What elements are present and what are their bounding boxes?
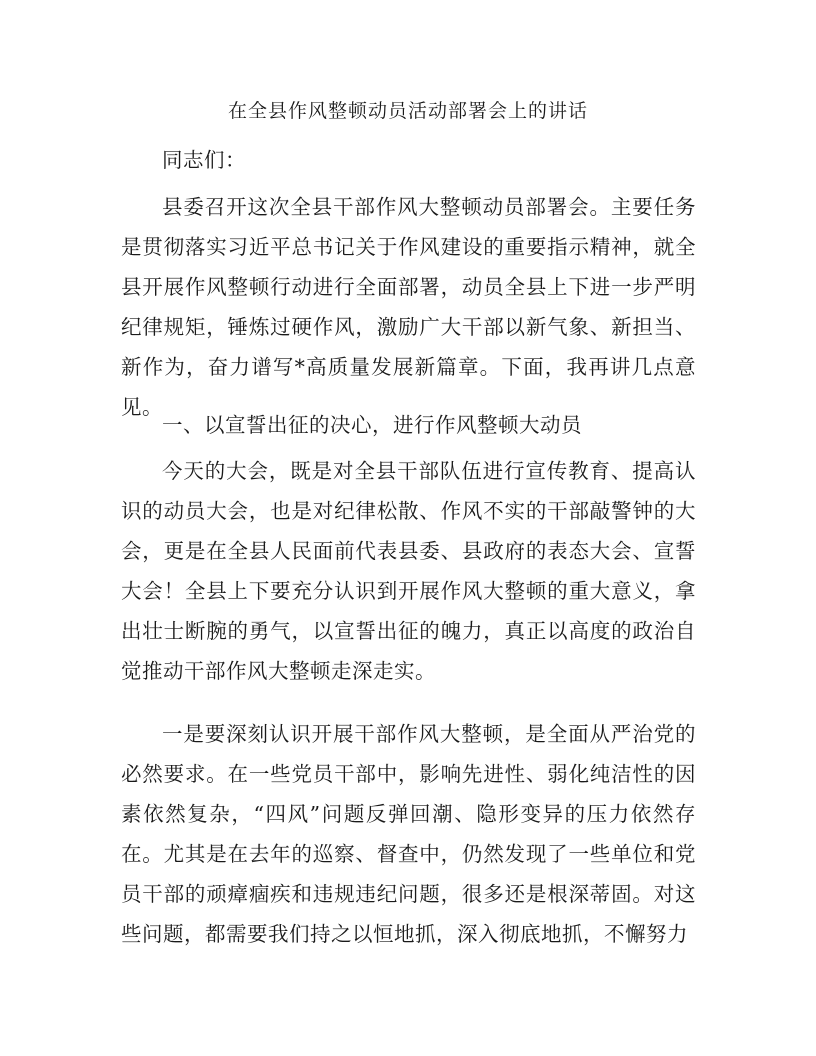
section-heading-1: 一、以宣誓出征的决心，进行作风整顿大动员 [162, 413, 582, 437]
greeting: 同志们： [162, 148, 246, 172]
paragraph-point-1: 一是要深刻认识开展干部作风大整顿，是全面从严治党的必然要求。在一些党员干部中，影响先进性、弱化纯洁性的因素依然复杂，“四风”问题反弹回潮、隐形变异的压力依然存在。尤其是在去年的巡察、督查中，仍然发现了一些单位和党员干部的顽瘴痼疾和违规违纪问题，很多还是根深蒂固。对这些问题，都需要我们持之以恒地抓，深入彻底地抓，不懈努力 [121, 722, 696, 946]
paragraph-intro: 县委召开这次全县干部作风大整顿动员部署会。主要任务是贯彻落实习近平总书记关于作风建设的重要指示精神，就全县开展作风整顿行动进行全面部署，动员全县上下进一步严明纪律规矩，锤炼过硬作风，激励广大干部以新气象、新担当、新作为，奋力谱写*高质量发展新篇章。下面，我再讲几点意见。 [121, 195, 696, 419]
paragraph-section-1: 今天的大会，既是对全县干部队伍进行宣传教育、提高认识的动员大会，也是对纪律松散、作风不实的干部敲警钟的大会，更是在全县人民面前代表县委、县政府的表态大会、宣誓大会！全县上下要充分认识到开展作风大整顿的重大意义，拿出壮士断腕的勇气，以宣誓出征的魄力，真正以高度的政治自觉推动干部作风大整顿走深走实。 [121, 459, 696, 683]
document-title: 在全县作风整顿动员活动部署会上的讲话 [227, 100, 588, 122]
